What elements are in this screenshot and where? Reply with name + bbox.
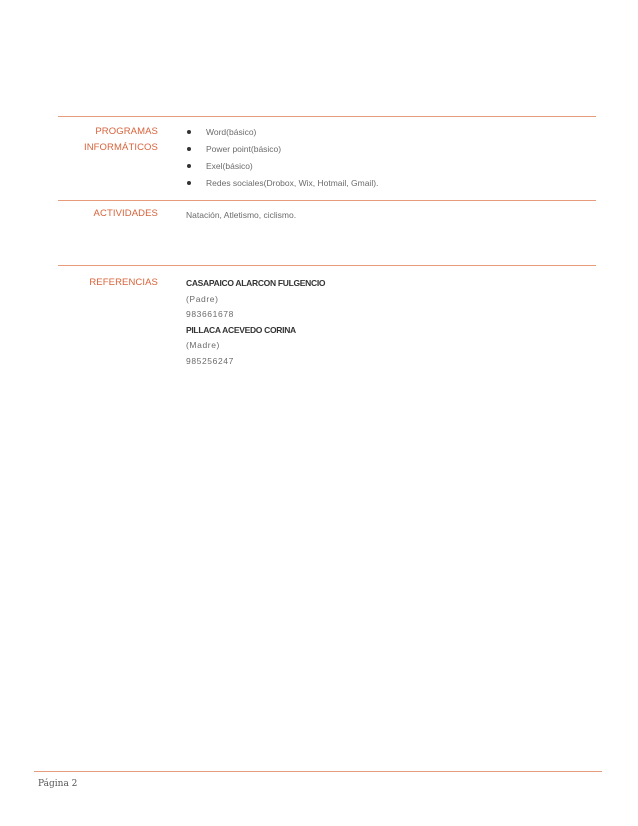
section-label-programas (58, 124, 158, 156)
page-number: Página 2 (38, 779, 78, 789)
bullet-icon (187, 147, 191, 151)
section-programas (58, 124, 596, 194)
label-line-1: PROGRAMAS (95, 126, 158, 137)
section-actividades (58, 206, 596, 246)
footer-divider (34, 771, 602, 772)
list-item (186, 177, 586, 194)
bullet-icon (187, 130, 191, 134)
reference-phone: 985256247 (186, 355, 234, 366)
section-label-referencias: REFERENCIAS (89, 277, 158, 288)
section-divider-actividades (58, 200, 596, 201)
programas-content (186, 126, 586, 194)
list-item (186, 126, 586, 143)
section-divider-referencias (58, 265, 596, 266)
programas-list (186, 126, 586, 194)
reference-relation: (Madre) (186, 340, 220, 350)
list-item (186, 160, 586, 177)
bullet-icon (187, 164, 191, 168)
list-item-text: Power point(básico) (206, 144, 282, 154)
section-label-actividades: ACTIVIDADES (93, 208, 158, 219)
bullet-icon (187, 181, 191, 185)
list-item-text: Redes sociales(Drobox, Wix, Hotmail, Gmail). (206, 178, 379, 188)
reference-name: PILLACA ACEVEDO CORINA (186, 324, 296, 335)
section-referencias (58, 275, 596, 375)
label-line-2: INFORMÁTICOS (83, 142, 158, 153)
section-divider-top (58, 116, 596, 117)
list-item-text: Word(básico) (206, 127, 257, 137)
referencias-content (186, 276, 586, 369)
list-item-text: Exel(básico) (206, 161, 253, 171)
list-item (186, 143, 586, 160)
reference-phone: 983661678 (186, 309, 234, 319)
reference-name: CASAPAICO ALARCON FULGENCIO (186, 278, 326, 288)
reference-relation: (Padre) (186, 293, 219, 304)
actividades-text: Natación, Atletismo, ciclismo. (186, 210, 297, 220)
